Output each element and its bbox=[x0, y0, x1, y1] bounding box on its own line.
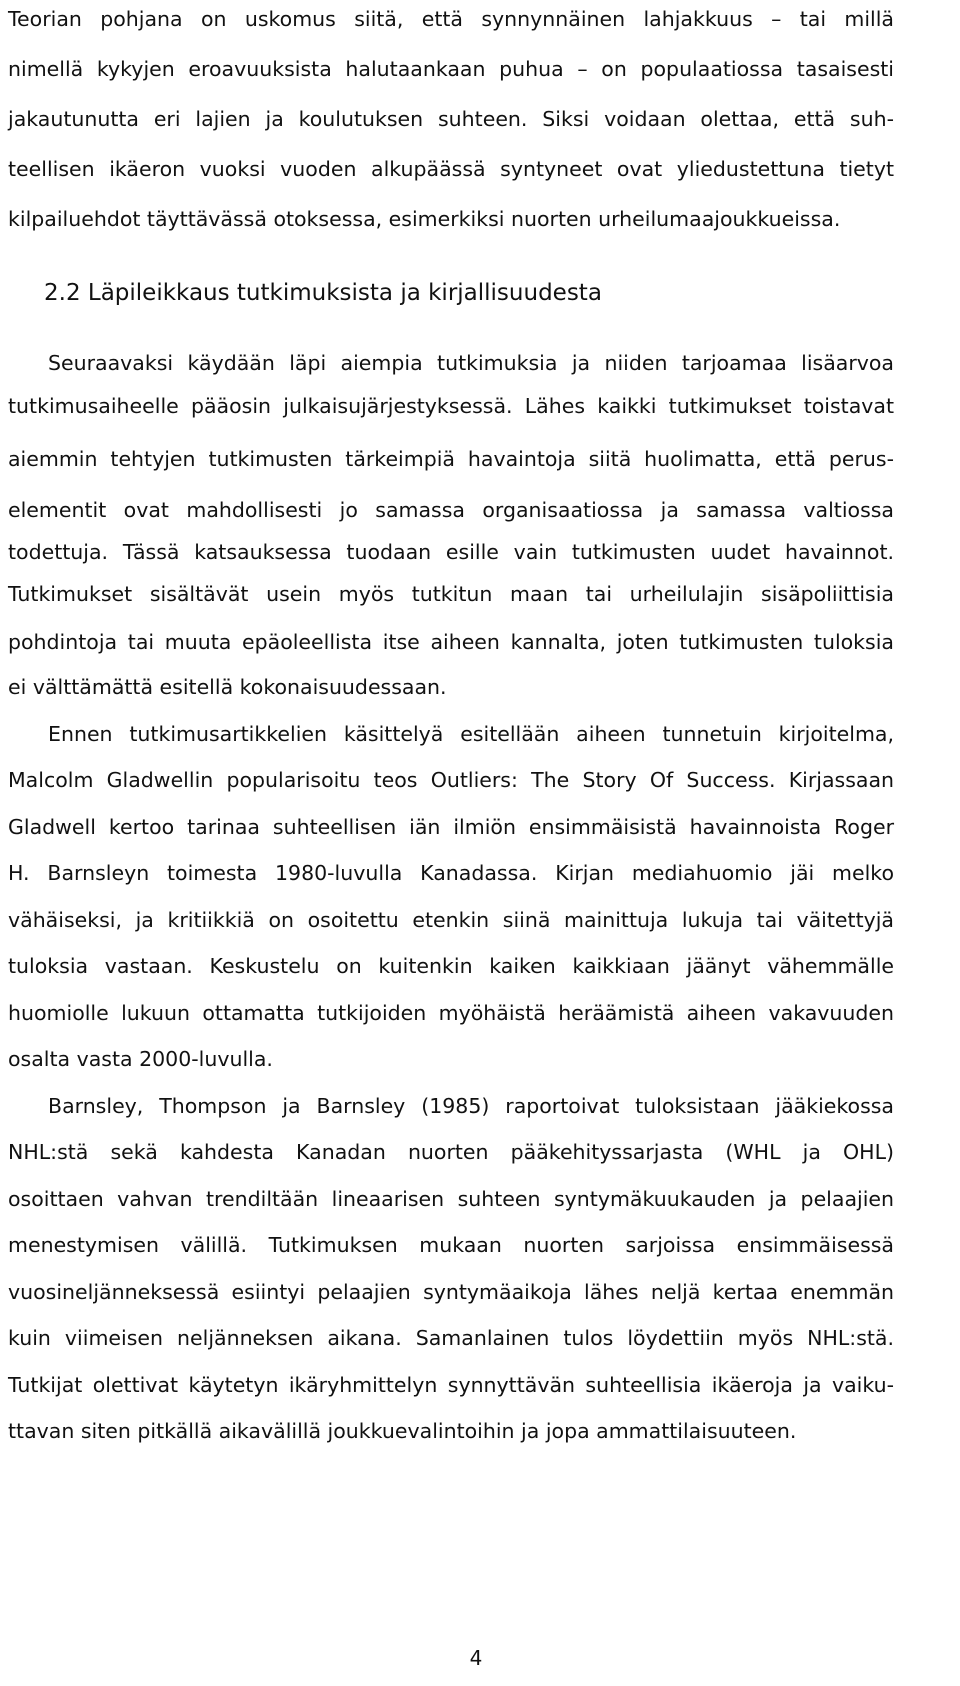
paragraph-3-line-6: kuin viimeisen neljänneksen aikana. Samanlainen tulos löydettiin myös NHL:stä. bbox=[8, 1326, 894, 1350]
paragraph-3-line-1: Barnsley, Thompson ja Barnsley (1985) raportoivat tuloksistaan jääkiekossa bbox=[48, 1094, 894, 1118]
paragraph-2-line-4: H. Barnsleyn toimesta 1980-luvulla Kanadassa. Kirjan mediahuomio jäi melko bbox=[8, 861, 894, 885]
paragraph-3-line-8: ttavan siten pitkällä aikavälillä joukkuevalintoihin ja jopa ammattilaisuuteen. bbox=[8, 1419, 797, 1443]
paragraph-3-line-3: osoittaen vahvan trendiltään lineaarisen suhteen syntymäkuukauden ja pelaajien bbox=[8, 1187, 894, 1211]
paragraph-3-line-2: NHL:stä sekä kahdesta Kanadan nuorten pääkehityssarjasta (WHL ja OHL) bbox=[8, 1140, 894, 1164]
paragraph-1-line-7: pohdintoja tai muuta epäoleellista itse aiheen kannalta, joten tutkimusten tuloksia bbox=[8, 630, 894, 654]
paragraph-1-line-8: ei välttämättä esitellä kokonaisuudessaan. bbox=[8, 675, 447, 699]
top-paragraph-line-5: kilpailuehdot täyttävässä otoksessa, esimerkiksi nuorten urheilumaajoukkueissa. bbox=[8, 207, 841, 231]
page-number: 4 bbox=[469, 1646, 483, 1670]
paragraph-2-line-7: huomiolle lukuun ottamatta tutkijoiden myöhäistä heräämistä aiheen vakavuuden bbox=[8, 1001, 894, 1025]
paragraph-1-line-6: Tutkimukset sisältävät usein myös tutkitun maan tai urheilulajin sisäpoliittisia bbox=[8, 582, 894, 606]
paragraph-2-line-3: Gladwell kertoo tarinaa suhteellisen iän ilmiön ensimmäisistä havainnoista Roger bbox=[8, 815, 894, 839]
paragraph-1-line-4: elementit ovat mahdollisesti jo samassa organisaatiossa ja samassa valtiossa bbox=[8, 498, 894, 522]
paragraph-1-line-2: tutkimusaiheelle pääosin julkaisujärjestyksessä. Lähes kaikki tutkimukset toistavat bbox=[8, 394, 894, 418]
paragraph-2-line-2: Malcolm Gladwellin popularisoitu teos Outliers: The Story Of Success. Kirjassaan bbox=[8, 768, 894, 792]
paragraph-3-line-5: vuosineljänneksessä esiintyi pelaajien syntymäaikoja lähes neljä kertaa enemmän bbox=[8, 1280, 894, 1304]
paragraph-2-line-8: osalta vasta 2000-luvulla. bbox=[8, 1047, 273, 1071]
paragraph-1-line-5: todettuja. Tässä katsauksessa tuodaan esille vain tutkimusten uudet havainnot. bbox=[8, 540, 894, 564]
paragraph-1-line-1: Seuraavaksi käydään läpi aiempia tutkimuksia ja niiden tarjoamaa lisäarvoa bbox=[48, 351, 894, 375]
top-paragraph-line-4: teellisen ikäeron vuoksi vuoden alkupäässä syntyneet ovat yliedustettuna tietyt bbox=[8, 157, 894, 181]
top-paragraph-line-1: Teorian pohjana on uskomus siitä, että synnynnäinen lahjakkuus – tai millä bbox=[8, 7, 894, 31]
paragraph-2-line-5: vähäiseksi, ja kritiikkiä on osoitettu etenkin siinä mainittuja lukuja tai väitettyjä bbox=[8, 908, 894, 932]
paragraph-2-line-1: Ennen tutkimusartikkelien käsittelyä esitellään aiheen tunnetuin kirjoitelma, bbox=[48, 722, 894, 746]
top-paragraph-line-2: nimellä kykyjen eroavuuksista halutaankaan puhua – on populaatiossa tasaisesti bbox=[8, 57, 894, 81]
section-heading: 2.2 Läpileikkaus tutkimuksista ja kirjallisuudesta bbox=[44, 280, 602, 306]
paragraph-1-line-3: aiemmin tehtyjen tutkimusten tärkeimpiä havaintoja siitä huolimatta, että perus- bbox=[8, 447, 894, 471]
paragraph-2-line-6: tuloksia vastaan. Keskustelu on kuitenkin kaiken kaikkiaan jäänyt vähemmälle bbox=[8, 954, 894, 978]
paragraph-3-line-4: menestymisen välillä. Tutkimuksen mukaan nuorten sarjoissa ensimmäisessä bbox=[8, 1233, 894, 1257]
paragraph-3-line-7: Tutkijat olettivat käytetyn ikäryhmittelyn synnyttävän suhteellisia ikäeroja ja vaiku- bbox=[8, 1373, 894, 1397]
top-paragraph-line-3: jakautunutta eri lajien ja koulutuksen suhteen. Siksi voidaan olettaa, että suh- bbox=[8, 107, 894, 131]
